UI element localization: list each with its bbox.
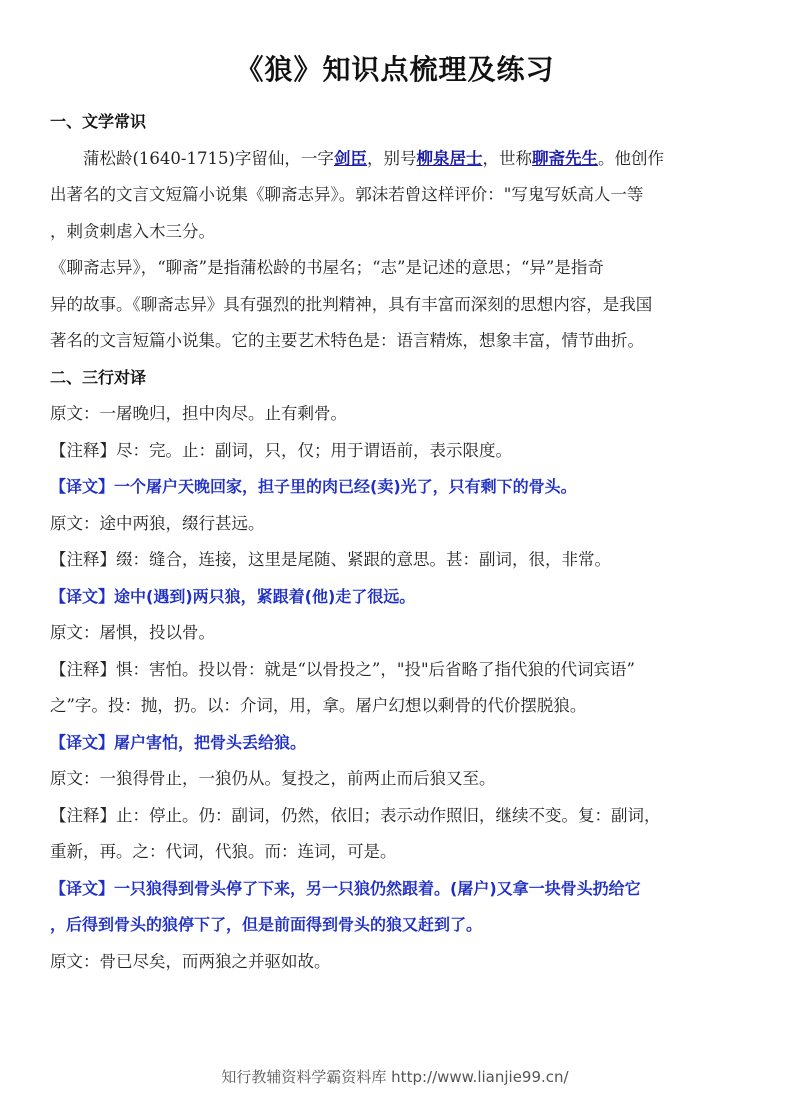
link-liaozhaixiansheng[interactable]: 聊斋先生 — [531, 148, 598, 168]
text-span: ，世称 — [482, 148, 532, 168]
note-line: 之”字。投：抛，扔。以：介词，用，拿。屠户幻想以剩骨的代价摆脱狼。 — [50, 696, 587, 715]
translation-line: 【译文】一只狼得到骨头停了下来，另一只狼仍然跟着。(屠户)又拿一块骨头扔给它 — [50, 878, 641, 898]
paragraph-line: 出著名的文言文短篇小说集《聊斋志异》。郭沫若曾这样评价："写鬼写妖高人一等 — [50, 185, 644, 204]
footer-watermark: 知行教辅资料学霸资料库 http://www.lianjie99.cn/ — [221, 1068, 569, 1086]
note-line: 【注释】尽：完。止：副词，只，仅；用于谓语前，表示限度。 — [50, 440, 512, 460]
link-jianchen[interactable]: 剑臣 — [333, 148, 367, 168]
original-line: 原文：途中两狼，缀行甚远。 — [50, 513, 265, 533]
note-line: 【注释】止：停止。仍：副词，仍然，依旧；表示动作照旧，继续不变。复：副词， — [50, 805, 661, 825]
text-span: ，别号 — [366, 148, 417, 168]
paragraph-line: ，刺贪刺虐入木三分。 — [50, 221, 215, 241]
text-span: 蒲松龄(1640-1715)字留仙，一字 — [83, 148, 334, 168]
document-content — [50, 104, 744, 980]
original-line: 原文：一屠晚归，担中肉尽。止有剩骨。 — [50, 404, 347, 423]
section-heading-literary: 一、文学常识 — [50, 112, 147, 131]
note-line: 【注释】惧：害怕。投以骨：就是“以骨投之”，"投"后省略了指代狼的代词宾语” — [50, 659, 635, 679]
translation-line: 【译文】屠户害怕，把骨头丢给狼。 — [50, 732, 307, 752]
paragraph-line: 《聊斋志异》，“聊斋”是指蒲松龄的书屋名；“志”是记述的意思；“异”是指奇 — [50, 258, 604, 277]
section-heading-translation: 二、三行对译 — [50, 367, 147, 387]
paragraph-line: 著名的文言短篇小说集。它的主要艺术特色是：语言精炼，想象丰富，情节曲折。 — [50, 331, 644, 350]
note-line: 【注释】缀：缝合，连接，这里是尾随、紧跟的意思。甚：副词，很，非常。 — [50, 550, 611, 569]
note-line: 重新，再。之：代词，代狼。而：连词，可是。 — [50, 842, 397, 861]
text-span: 。他创作 — [597, 148, 664, 168]
translation-line: ，后得到骨头的狼停下了，但是前面得到骨头的狼又赶到了。 — [50, 915, 483, 934]
translation-line: 【译文】一个屠户天晚回家，担子里的肉已经(卖)光了，只有剩下的骨头。 — [50, 477, 577, 496]
paragraph-line — [50, 141, 744, 178]
translation-line: 【译文】途中(遇到)两只狼，紧跟着(他)走了很远。 — [50, 586, 416, 606]
paragraph-line: 异的故事。《聊斋志异》具有强烈的批判精神，具有丰富而深刻的思想内容，是我国 — [50, 294, 653, 314]
page-title: 《狼》知识点梳理及练习 — [235, 53, 555, 86]
original-line: 原文：骨已尽矣，而两狼之并驱如故。 — [50, 951, 331, 971]
translation-lines — [50, 396, 744, 980]
original-line: 原文：一狼得骨止，一狼仍从。复投之，前两止而后狼又至。 — [50, 769, 496, 788]
original-line: 原文：屠惧，投以骨。 — [50, 623, 215, 642]
link-liuquanjushi[interactable]: 柳泉居士 — [416, 148, 483, 168]
